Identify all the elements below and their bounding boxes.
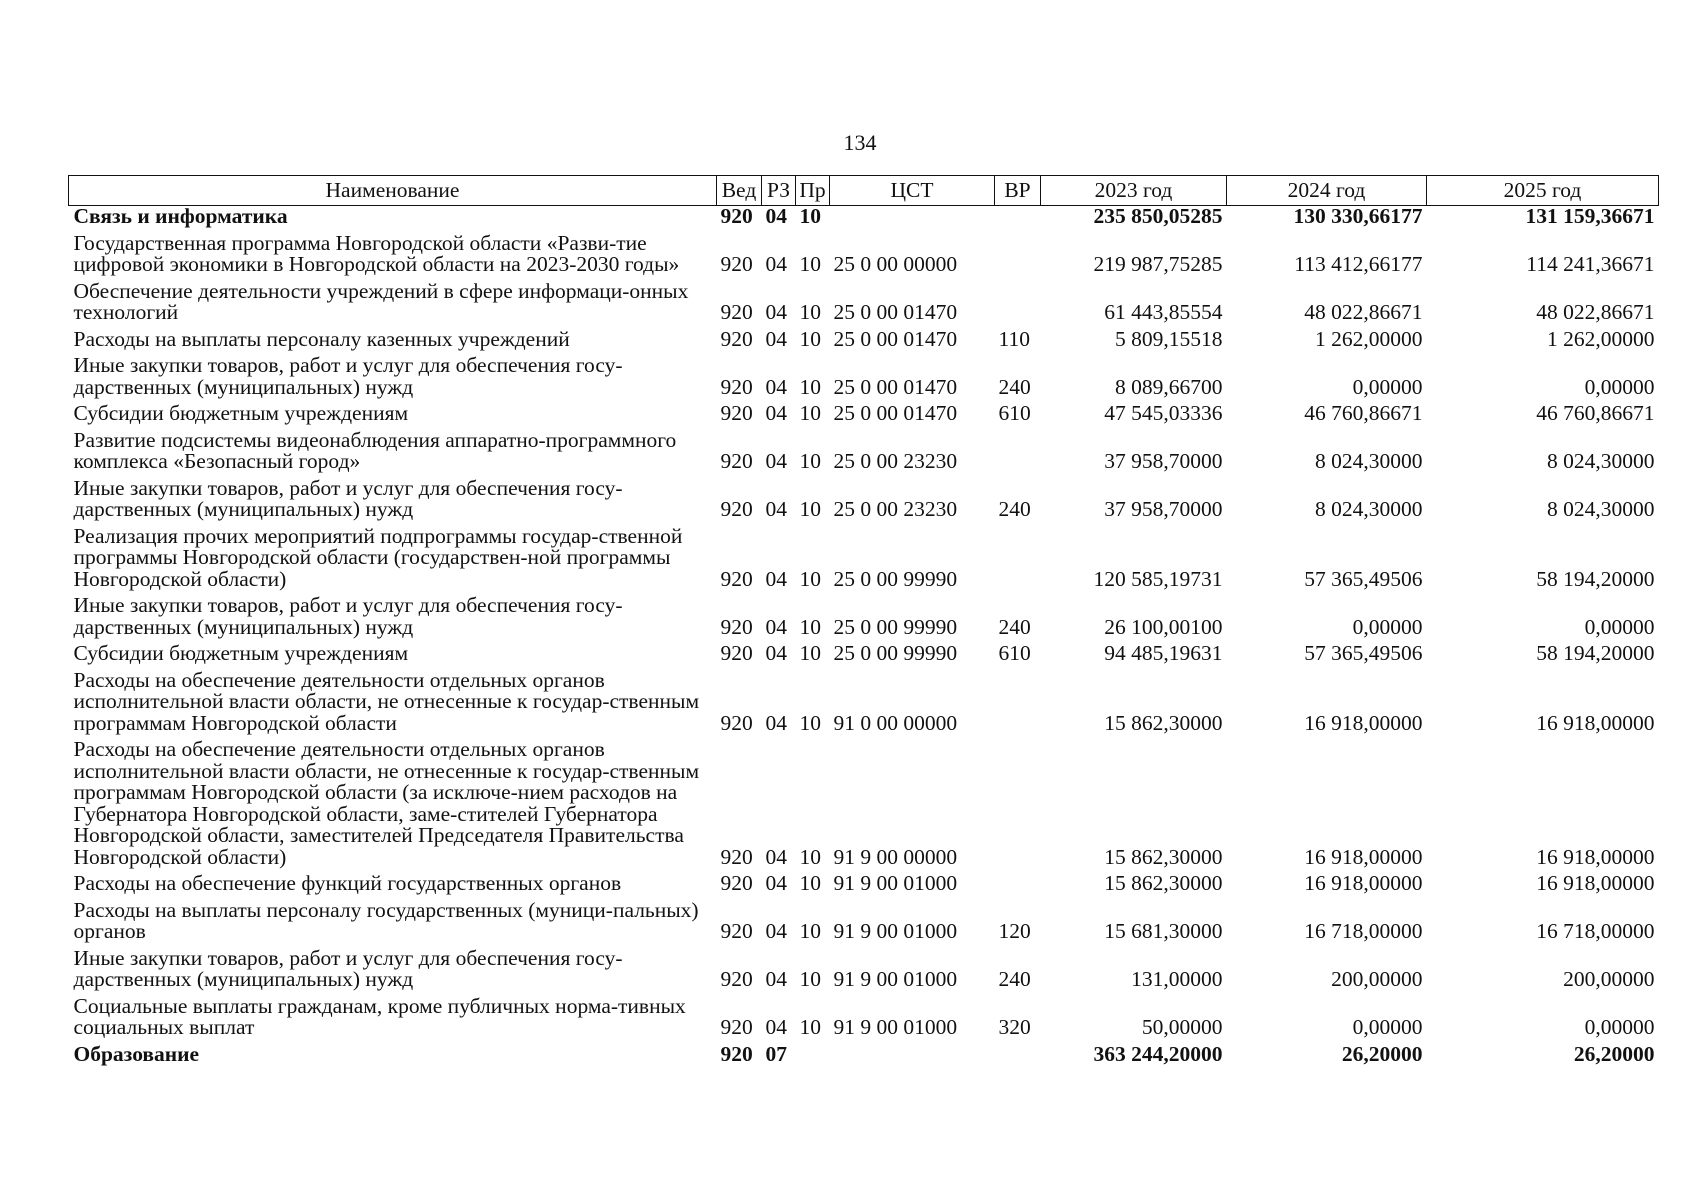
row-name: Расходы на обеспечение деятельности отдельных органов исполнительной власти области, не отнесенные к государ-ственным программам Новгородской области [73, 667, 700, 735]
row-rz: 04 [765, 497, 787, 521]
row-2024: 0,00000 [1352, 374, 1423, 399]
row-rz: 04 [765, 449, 787, 473]
row-2023: 8 089,66700 [1115, 374, 1223, 399]
table-body [69, 206, 1659, 1067]
row-ved: 920 [720, 204, 753, 228]
header-vr: ВР [995, 176, 1041, 206]
row-pr: 10 [799, 374, 821, 399]
row-2025: 8 024,30000 [1547, 449, 1655, 473]
row-vr [995, 229, 1041, 277]
row-2025: 16 918,00000 [1536, 710, 1655, 735]
row-2024: 130 330,66177 [1293, 204, 1423, 228]
row-cst: 91 9 00 01000 [833, 919, 958, 943]
row-ved: 920 [720, 641, 753, 665]
row-rz: 04 [765, 871, 787, 895]
row-ved: 920 [720, 401, 753, 425]
row-2024: 57 365,49506 [1304, 641, 1423, 665]
row-2025: 58 194,20000 [1536, 566, 1655, 591]
row-pr: 10 [799, 967, 821, 991]
row-cst: 25 0 00 23230 [833, 497, 958, 521]
row-2025: 0,00000 [1584, 1015, 1655, 1039]
row-2025: 200,00000 [1563, 967, 1655, 991]
header-name: Наименование [69, 176, 717, 206]
table-row [69, 206, 1659, 229]
table-row [69, 591, 1659, 639]
row-name: Реализация прочих мероприятий подпрограммы государ-ственной программы Новгородской области (государствен-ной программы Новгородской области) [73, 523, 683, 591]
row-vr [995, 426, 1041, 474]
row-cst: 25 0 00 01470 [833, 374, 958, 399]
row-2023: 94 485,19631 [1104, 641, 1223, 665]
row-2024: 0,00000 [1352, 614, 1423, 639]
row-name: Обеспечение деятельности учреждений в сфере информаци-онных технологий [73, 278, 689, 324]
row-rz: 04 [765, 326, 787, 351]
row-cst: 91 0 00 00000 [833, 710, 958, 735]
table-row [69, 474, 1659, 522]
table-row [69, 944, 1659, 992]
row-2025: 16 718,00000 [1536, 919, 1655, 943]
table-row [69, 992, 1659, 1040]
row-pr: 10 [799, 252, 821, 276]
row-2023: 131,00000 [1131, 967, 1223, 991]
row-pr: 10 [799, 710, 821, 735]
table-row [69, 869, 1659, 896]
row-cst: 25 0 00 00000 [833, 252, 958, 276]
row-vr [995, 277, 1041, 325]
row-cst: 91 9 00 01000 [833, 871, 958, 895]
row-vr: 240 [998, 614, 1031, 639]
row-pr: 10 [799, 919, 821, 943]
row-vr [995, 735, 1041, 869]
table-row [69, 325, 1659, 352]
row-pr: 10 [799, 844, 821, 869]
row-2025: 58 194,20000 [1536, 641, 1655, 665]
row-2023: 15 862,30000 [1104, 844, 1223, 869]
header-2024: 2024 год [1227, 176, 1427, 206]
table-row [69, 426, 1659, 474]
row-2025: 48 022,86671 [1536, 300, 1655, 324]
row-name: Иные закупки товаров, работ и услуг для обеспечения госу-дарственных (муниципальных) нужд [73, 475, 623, 521]
row-cst: 91 9 00 01000 [833, 967, 958, 991]
row-ved: 920 [720, 1015, 753, 1039]
row-rz: 04 [765, 710, 787, 735]
row-ved: 920 [720, 374, 753, 399]
row-cst: 91 9 00 00000 [833, 844, 958, 869]
header-2025: 2025 год [1427, 176, 1659, 206]
row-name: Социальные выплаты гражданам, кроме публичных норма-тивных социальных выплат [73, 993, 686, 1039]
table-row [69, 735, 1659, 869]
row-cst: 25 0 00 01470 [833, 326, 958, 351]
row-2024: 57 365,49506 [1304, 566, 1423, 591]
row-pr: 10 [799, 641, 821, 665]
row-rz: 04 [765, 300, 787, 324]
row-2023: 15 862,30000 [1104, 710, 1223, 735]
row-2023: 219 987,75285 [1093, 252, 1223, 276]
row-2024: 16 918,00000 [1304, 710, 1423, 735]
row-2024: 46 760,86671 [1304, 401, 1423, 425]
row-vr: 240 [998, 967, 1031, 991]
row-rz: 04 [765, 401, 787, 425]
row-vr: 240 [998, 497, 1031, 521]
row-2023: 61 443,85554 [1104, 300, 1223, 324]
row-rz: 07 [765, 1041, 787, 1066]
table-row [69, 896, 1659, 944]
row-2023: 235 850,05285 [1093, 204, 1223, 228]
row-2023: 47 545,03336 [1104, 401, 1223, 425]
row-name: Развитие подсистемы видеонаблюдения аппаратно-программного комплекса «Безопасный город» [73, 427, 677, 473]
row-pr: 10 [799, 614, 821, 639]
row-2023: 120 585,19731 [1093, 566, 1223, 591]
row-ved: 920 [720, 300, 753, 324]
row-ved: 920 [720, 844, 753, 869]
row-vr: 610 [998, 641, 1031, 665]
table-row [69, 1040, 1659, 1067]
row-2024: 16 918,00000 [1304, 844, 1423, 869]
row-name: Иные закупки товаров, работ и услуг для обеспечения госу-дарственных (муниципальных) нужд [73, 353, 623, 399]
row-2025: 16 918,00000 [1536, 844, 1655, 869]
row-vr: 320 [998, 1015, 1031, 1039]
row-pr: 10 [799, 871, 821, 895]
row-2024: 0,00000 [1352, 1015, 1423, 1039]
row-2023: 15 862,30000 [1104, 871, 1223, 895]
row-name: Связь и информатика [73, 204, 288, 228]
table-row [69, 666, 1659, 736]
row-rz: 04 [765, 566, 787, 591]
row-vr [995, 666, 1041, 736]
row-name: Образование [73, 1041, 200, 1066]
row-2023: 37 958,70000 [1104, 449, 1223, 473]
row-vr [995, 869, 1041, 896]
row-pr: 10 [799, 204, 821, 228]
row-ved: 920 [720, 919, 753, 943]
row-2024: 26,20000 [1341, 1041, 1423, 1066]
row-name: Расходы на обеспечение функций государственных органов [73, 871, 622, 895]
row-name: Расходы на выплаты персоналу казенных учреждений [73, 326, 570, 351]
row-ved: 920 [720, 871, 753, 895]
table-row [69, 229, 1659, 277]
row-rz: 04 [765, 844, 787, 869]
row-pr: 10 [799, 326, 821, 351]
row-name: Иные закупки товаров, работ и услуг для обеспечения госу-дарственных (муниципальных) нужд [73, 593, 623, 639]
row-2025: 131 159,36671 [1525, 204, 1655, 228]
row-2025: 1 262,00000 [1547, 326, 1655, 351]
row-2024: 16 718,00000 [1304, 919, 1423, 943]
row-rz: 04 [765, 967, 787, 991]
row-cst: 25 0 00 99990 [833, 614, 958, 639]
row-ved: 920 [720, 449, 753, 473]
row-ved: 920 [720, 566, 753, 591]
row-2024: 8 024,30000 [1315, 497, 1423, 521]
row-pr: 10 [799, 449, 821, 473]
row-2024: 1 262,00000 [1315, 326, 1423, 351]
header-ved: Вед [717, 176, 762, 206]
row-name: Иные закупки товаров, работ и услуг для обеспечения госу-дарственных (муниципальных) нужд [73, 945, 623, 991]
row-vr: 240 [998, 374, 1031, 399]
row-2024: 113 412,66177 [1294, 252, 1423, 276]
row-2025: 0,00000 [1584, 614, 1655, 639]
row-cst: 91 9 00 01000 [833, 1015, 958, 1039]
row-ved: 920 [720, 252, 753, 276]
row-name: Расходы на выплаты персоналу государственных (муници-пальных) органов [73, 897, 699, 943]
row-2024: 16 918,00000 [1304, 871, 1423, 895]
row-ved: 920 [720, 1041, 753, 1066]
row-2025: 114 241,36671 [1526, 252, 1655, 276]
row-2024: 200,00000 [1331, 967, 1423, 991]
row-pr: 10 [799, 566, 821, 591]
table-row [69, 351, 1659, 399]
row-cst [830, 206, 995, 229]
row-2023: 15 681,30000 [1104, 919, 1223, 943]
row-rz: 04 [765, 614, 787, 639]
row-ved: 920 [720, 497, 753, 521]
header-pr: Пр [796, 176, 830, 206]
table-header-row [69, 176, 1659, 206]
row-name: Государственная программа Новгородской области «Разви-тие цифровой экономики в Новгородской области на 2023-2030 годы» [73, 230, 680, 276]
table-row [69, 399, 1659, 426]
row-vr [995, 522, 1041, 592]
row-ved: 920 [720, 967, 753, 991]
row-vr [995, 206, 1041, 229]
table-row [69, 277, 1659, 325]
row-rz: 04 [765, 1015, 787, 1039]
row-name: Расходы на обеспечение деятельности отдельных органов исполнительной власти области, не отнесенные к государ-ственным программам Новгородской области (за исключе-нием расходов на Губернатора Новгородской области, заме-стителей Губернатора Новгородской области, заместителей Председателя Правительства Новгородской области) [73, 737, 700, 869]
table-row [69, 639, 1659, 666]
row-cst: 25 0 00 01470 [833, 401, 958, 425]
row-ved: 920 [720, 710, 753, 735]
row-rz: 04 [765, 374, 787, 399]
row-2023: 37 958,70000 [1104, 497, 1223, 521]
row-rz: 04 [765, 252, 787, 276]
row-2025: 0,00000 [1584, 374, 1655, 399]
row-2025: 46 760,86671 [1536, 401, 1655, 425]
row-ved: 920 [720, 614, 753, 639]
row-2025: 26,20000 [1573, 1041, 1655, 1066]
header-cst: ЦСТ [830, 176, 995, 206]
row-2025: 16 918,00000 [1536, 871, 1655, 895]
row-pr: 10 [799, 401, 821, 425]
row-2023: 26 100,00100 [1104, 614, 1223, 639]
row-cst: 25 0 00 99990 [833, 566, 958, 591]
row-2023: 5 809,15518 [1115, 326, 1223, 351]
row-cst: 25 0 00 23230 [833, 449, 958, 473]
row-rz: 04 [765, 919, 787, 943]
row-cst: 25 0 00 01470 [833, 300, 958, 324]
budget-table [68, 175, 1659, 1066]
row-pr: 10 [799, 300, 821, 324]
row-pr [796, 1040, 830, 1067]
row-ved: 920 [720, 326, 753, 351]
header-2023: 2023 год [1041, 176, 1227, 206]
row-2024: 8 024,30000 [1315, 449, 1423, 473]
table-row [69, 522, 1659, 592]
row-2025: 8 024,30000 [1547, 497, 1655, 521]
row-2023: 50,00000 [1141, 1015, 1223, 1039]
row-pr: 10 [799, 497, 821, 521]
page-number: 134 [843, 130, 877, 155]
row-cst: 25 0 00 99990 [833, 641, 958, 665]
row-pr: 10 [799, 1015, 821, 1039]
row-vr: 120 [998, 919, 1031, 943]
row-rz: 04 [765, 204, 787, 228]
row-vr [995, 1040, 1041, 1067]
row-vr: 110 [998, 326, 1030, 351]
row-name: Субсидии бюджетным учреждениям [73, 641, 409, 665]
row-vr: 610 [998, 401, 1031, 425]
row-name: Субсидии бюджетным учреждениям [73, 401, 409, 425]
row-2024: 48 022,86671 [1304, 300, 1423, 324]
row-rz: 04 [765, 641, 787, 665]
row-cst [830, 1040, 995, 1067]
header-rz: РЗ [762, 176, 796, 206]
row-2023: 363 244,20000 [1093, 1041, 1223, 1066]
